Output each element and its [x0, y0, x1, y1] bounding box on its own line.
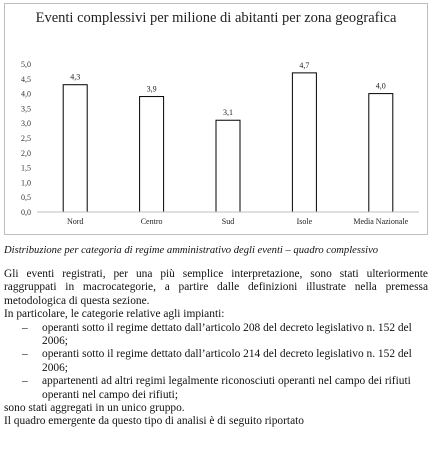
data-label: 4,7: [299, 60, 310, 70]
bar: [63, 85, 87, 212]
y-tick-label: 4,0: [21, 89, 31, 99]
y-tick-label: 2,5: [21, 134, 31, 143]
y-tick-label: 4,5: [21, 74, 31, 84]
data-label: 3,1: [223, 108, 233, 118]
y-tick-label: 0,5: [21, 193, 31, 203]
x-tick-label: Isole: [296, 217, 313, 226]
paragraph-conclusion: Il quadro emergente da questo tipo di analisi è di seguito riportato: [4, 415, 304, 428]
paragraph-aggregation: sono stati aggregati in un unico gruppo.: [4, 402, 185, 415]
chart-container: [4, 3, 428, 235]
x-tick-label: Centro: [140, 217, 163, 226]
list-dash: –: [22, 375, 28, 388]
bar: [369, 94, 393, 212]
list-item: [4, 375, 428, 402]
list-dash: –: [22, 348, 28, 361]
y-tick-label: 2,0: [21, 148, 31, 158]
figure-caption: Distribuzione per categoria di regime amministrativo degli eventi – quadro complessivo: [4, 245, 379, 256]
x-tick-label: Nord: [66, 217, 84, 226]
y-tick-label: 1,0: [21, 178, 31, 188]
paragraph-intro: Gli eventi registrati, per una più semplice interpretazione, sono stati ulteriormente raggruppati in macrocategorie, a partire dalle definizioni illustrate nella premessa metodologica di questa sezione.: [4, 268, 428, 307]
x-tick-label: Sud: [221, 217, 235, 226]
data-label: 4,3: [70, 72, 81, 82]
y-tick-label: 0,0: [21, 208, 31, 217]
y-tick-label: 1,5: [21, 163, 31, 173]
chart-title: Eventi complessivi per milione di abitanti per zona geografica: [35, 10, 397, 26]
category-list: [4, 322, 428, 402]
body-text: [4, 268, 428, 429]
y-tick-label: 5,0: [21, 60, 31, 69]
y-tick-label: 3,5: [21, 104, 31, 114]
x-tick-label: Media Nazionale: [353, 217, 409, 226]
bar-chart: [5, 4, 429, 236]
bar: [140, 97, 164, 212]
list-item: [4, 322, 428, 349]
paragraph-categories: In particolare, le categorie relative agli impianti:: [4, 308, 225, 321]
list-dash: –: [22, 321, 28, 334]
list-item-text: operanti sotto il regime dettato dall’articolo 214 del decreto legislativo n. 152 del 2006;: [42, 348, 412, 374]
data-label: 4,0: [375, 81, 386, 91]
list-item-text: appartenenti ad altri regimi legalmente riconosciuti operanti nel campo dei rifiuti operanti nel campo dei rifiuti;: [42, 375, 411, 401]
list-item-text: operanti sotto il regime dettato dall’articolo 208 del decreto legislativo n. 152 del 2006;: [42, 321, 412, 348]
data-label: 3,9: [146, 84, 157, 94]
y-tick-label: 3,0: [21, 119, 31, 129]
bar: [216, 120, 240, 212]
bar: [292, 73, 316, 212]
list-item: [4, 348, 428, 375]
